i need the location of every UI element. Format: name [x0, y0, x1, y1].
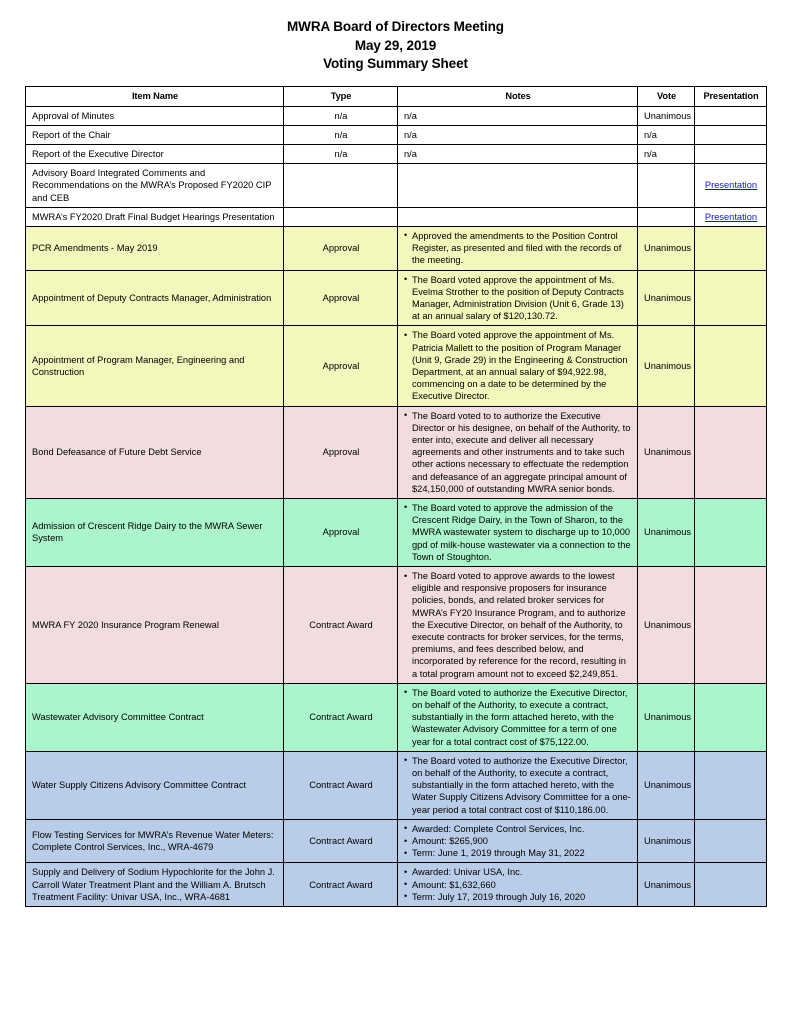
- cell-presentation: [695, 683, 767, 751]
- cell-presentation: [695, 270, 767, 326]
- table-row: [26, 683, 767, 751]
- title-line-2: May 29, 2019: [354, 37, 437, 53]
- cell-notes: [398, 226, 638, 270]
- cell-presentation: [695, 125, 767, 144]
- notes-bullet-item: • Amount: $265,900: [404, 835, 632, 847]
- table-row: [26, 863, 767, 907]
- cell-vote: [638, 207, 695, 226]
- cell-type: [284, 164, 398, 208]
- cell-type: Contract Award: [284, 567, 398, 684]
- table-row: [26, 144, 767, 163]
- cell-item-name: Supply and Delivery of Sodium Hypochlorite for the John J. Carroll Water Treatment Plant and the William A. Brutsch Treatment Facility: Univar USA, Inc., WRA-4681: [26, 863, 284, 907]
- notes-bullet-item: • Awarded: Univar USA, Inc.: [404, 866, 632, 878]
- notes-bullet-list: [404, 570, 632, 680]
- cell-vote: Unanimous: [638, 270, 695, 326]
- cell-notes: [398, 164, 638, 208]
- page-title: [0, 0, 791, 74]
- table-row: [26, 819, 767, 863]
- cell-item-name: Report of the Executive Director: [26, 144, 284, 163]
- notes-bullet-list: [404, 823, 632, 860]
- column-header-type: Type: [284, 86, 398, 106]
- notes-bullet-item: • Amount: $1,632,660: [404, 879, 632, 891]
- cell-item-name: Wastewater Advisory Committee Contract: [26, 683, 284, 751]
- table-header-row: [26, 86, 767, 106]
- cell-vote: Unanimous: [638, 863, 695, 907]
- column-header-item-name: Item Name: [26, 86, 284, 106]
- cell-presentation: [695, 751, 767, 819]
- table-row: [26, 751, 767, 819]
- cell-vote: n/a: [638, 125, 695, 144]
- cell-notes: [398, 863, 638, 907]
- cell-notes: [398, 498, 638, 566]
- cell-presentation: [695, 819, 767, 863]
- cell-item-name: Bond Defeasance of Future Debt Service: [26, 406, 284, 498]
- notes-bullet-item: • The Board voted to to authorize the Executive Director or his designee, on behalf of the Authority, to enter into, execute and deliver all necessary agreements and other instruments and to take such other actions necessary to effectuate the redemption and defeasance of an aggregate principal amount of $24,150,000 of outstanding MWRA senior bonds.: [404, 410, 632, 495]
- cell-notes: [398, 819, 638, 863]
- column-header-presentation: Presentation: [695, 86, 767, 106]
- cell-vote: [638, 164, 695, 208]
- cell-item-name: PCR Amendments - May 2019: [26, 226, 284, 270]
- column-header-vote: Vote: [638, 86, 695, 106]
- cell-type: Approval: [284, 406, 398, 498]
- cell-notes: [398, 326, 638, 406]
- notes-bullet-list: [404, 755, 632, 816]
- table-row: [26, 164, 767, 208]
- table-header: [26, 86, 767, 106]
- cell-item-name: Advisory Board Integrated Comments and Recommendations on the MWRA’s Proposed FY2020 CIP and CEB: [26, 164, 284, 208]
- notes-bullet-item: • Approved the amendments to the Position Control Register, as presented and filed with the records of the meeting.: [404, 230, 632, 267]
- cell-item-name: Water Supply Citizens Advisory Committee Contract: [26, 751, 284, 819]
- notes-bullet-item: • The Board voted approve the appointment of Ms. Patricia Mallett to the position of Program Manager (Unit 9, Grade 29) in the Engineering & Construction Department, at an annual salary of $94,922.98, commencing on a date to be determined by the Executive Director.: [404, 329, 632, 402]
- cell-type: Approval: [284, 498, 398, 566]
- notes-bullet-item: • Term: July 17, 2019 through July 16, 2020: [404, 891, 632, 903]
- cell-type: Approval: [284, 326, 398, 406]
- cell-vote: Unanimous: [638, 226, 695, 270]
- cell-presentation: [695, 863, 767, 907]
- cell-notes: [398, 567, 638, 684]
- cell-item-name: Flow Testing Services for MWRA’s Revenue Water Meters: Complete Control Services, Inc., WRA-4679: [26, 819, 284, 863]
- notes-bullet-list: [404, 866, 632, 903]
- notes-bullet-item: • Term: June 1, 2019 through May 31, 2022: [404, 847, 632, 859]
- cell-notes: [398, 207, 638, 226]
- table-row: [26, 270, 767, 326]
- cell-presentation: [695, 498, 767, 566]
- cell-type: n/a: [284, 106, 398, 125]
- cell-presentation: [695, 106, 767, 125]
- cell-item-name: Appointment of Deputy Contracts Manager, Administration: [26, 270, 284, 326]
- cell-notes: n/a: [398, 144, 638, 163]
- column-header-notes: Notes: [398, 86, 638, 106]
- notes-bullet-list: [404, 687, 632, 748]
- cell-vote: Unanimous: [638, 683, 695, 751]
- cell-type: Approval: [284, 270, 398, 326]
- cell-type: n/a: [284, 125, 398, 144]
- cell-notes: [398, 406, 638, 498]
- table-row: [26, 125, 767, 144]
- notes-bullet-item: • The Board voted to authorize the Executive Director, on behalf of the Authority, to execute a contract, substantially in the form attached hereto, with the Water Supply Citizens Advisory Committee for a one-year period a total contract cost of $110,186.00.: [404, 755, 632, 816]
- cell-notes: [398, 751, 638, 819]
- cell-vote: Unanimous: [638, 819, 695, 863]
- cell-presentation: [695, 207, 767, 226]
- notes-bullet-item: • The Board voted to approve the admission of the Crescent Ridge Dairy, in the Town of Sharon, to the MWRA wastewater system to discharge up to 10,000 gpd of milk-house wastewater via a connection to the Town of Stoughton.: [404, 502, 632, 563]
- presentation-link[interactable]: Presentation: [704, 211, 758, 222]
- table-row: [26, 498, 767, 566]
- cell-item-name: Approval of Minutes: [26, 106, 284, 125]
- voting-summary-table: [25, 86, 767, 908]
- cell-item-name: Report of the Chair: [26, 125, 284, 144]
- notes-bullet-item: • The Board voted to authorize the Executive Director, on behalf of the Authority, to execute a contract, substantially in the form attached hereto, with the Wastewater Advisory Committee for a term of one year for a total contract cost of $75,122.00.: [404, 687, 632, 748]
- cell-vote: Unanimous: [638, 106, 695, 125]
- cell-type: Contract Award: [284, 819, 398, 863]
- cell-type: Contract Award: [284, 683, 398, 751]
- cell-type: n/a: [284, 144, 398, 163]
- notes-bullet-list: [404, 274, 632, 323]
- cell-type: Approval: [284, 226, 398, 270]
- cell-vote: Unanimous: [638, 406, 695, 498]
- cell-item-name: MWRA FY 2020 Insurance Program Renewal: [26, 567, 284, 684]
- notes-bullet-list: [404, 230, 632, 267]
- cell-presentation: [695, 326, 767, 406]
- cell-item-name: MWRA’s FY2020 Draft Final Budget Hearings Presentation: [26, 207, 284, 226]
- presentation-link[interactable]: Presentation: [704, 180, 758, 191]
- notes-bullet-item: • The Board voted approve the appointment of Ms. Evelma Strother to the position of Deputy Contracts Manager, Administration Division (Unit 6, Grade 13) at an annual salary of $120,130.72.: [404, 274, 632, 323]
- notes-bullet-list: [404, 410, 632, 495]
- cell-type: [284, 207, 398, 226]
- notes-bullet-list: [404, 329, 632, 402]
- title-line-1: MWRA Board of Directors Meeting: [287, 19, 504, 34]
- cell-notes: n/a: [398, 106, 638, 125]
- cell-notes: [398, 270, 638, 326]
- cell-vote: Unanimous: [638, 751, 695, 819]
- cell-type: Contract Award: [284, 863, 398, 907]
- cell-notes: n/a: [398, 125, 638, 144]
- cell-presentation: [695, 226, 767, 270]
- notes-bullet-item: • Awarded: Complete Control Services, Inc.: [404, 823, 632, 835]
- cell-presentation: [695, 164, 767, 208]
- table-row: [26, 567, 767, 684]
- cell-vote: Unanimous: [638, 326, 695, 406]
- table-row: [26, 406, 767, 498]
- table-body: [26, 106, 767, 907]
- cell-vote: Unanimous: [638, 498, 695, 566]
- cell-vote: n/a: [638, 144, 695, 163]
- cell-item-name: Appointment of Program Manager, Engineering and Construction: [26, 326, 284, 406]
- cell-type: Contract Award: [284, 751, 398, 819]
- cell-presentation: [695, 406, 767, 498]
- cell-presentation: [695, 567, 767, 684]
- cell-presentation: [695, 144, 767, 163]
- cell-item-name: Admission of Crescent Ridge Dairy to the MWRA Sewer System: [26, 498, 284, 566]
- notes-bullet-item: • The Board voted to approve awards to the lowest eligible and responsive proposers for insurance policies, bonds, and related broker services for MWRA’s FY20 Insurance Program, and to authorize the Executive Director, on behalf of the Authority, to execute contracts for broker services, for the terms, premiums, and fees described below, and incorporated by reference for the record, resulting in a total program amount not to exceed $2,249,851.: [404, 570, 632, 680]
- table-row: [26, 106, 767, 125]
- notes-bullet-list: [404, 502, 632, 563]
- table-row: [26, 226, 767, 270]
- table-row: [26, 207, 767, 226]
- title-line-3: Voting Summary Sheet: [323, 56, 468, 71]
- cell-vote: Unanimous: [638, 567, 695, 684]
- table-row: [26, 326, 767, 406]
- cell-notes: [398, 683, 638, 751]
